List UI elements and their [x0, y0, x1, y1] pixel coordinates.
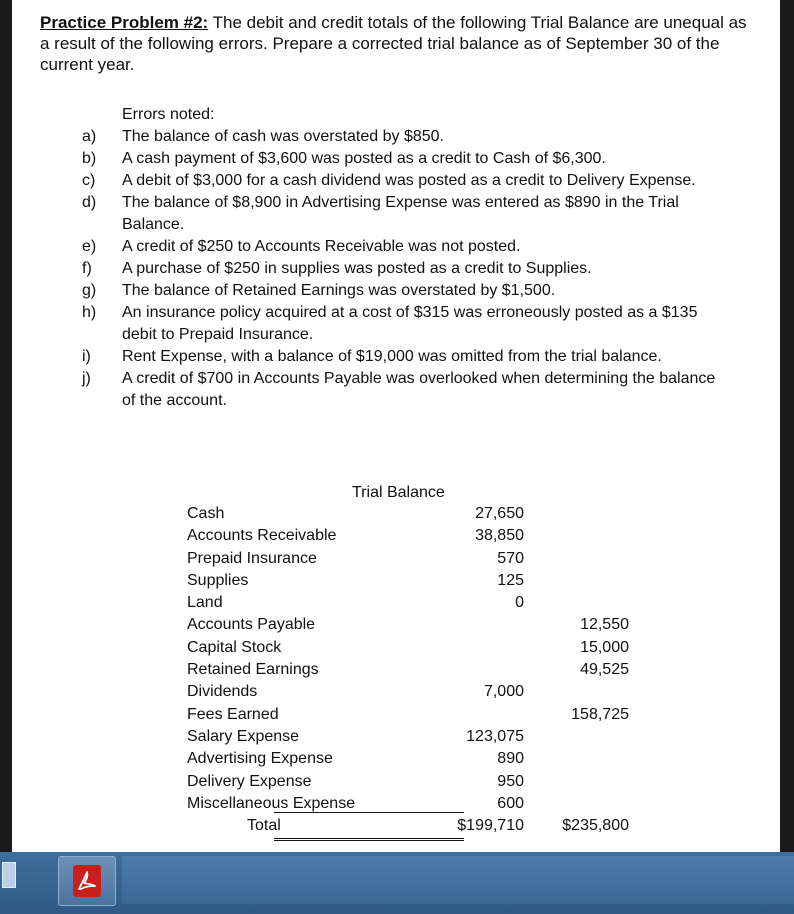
total-row	[187, 817, 647, 839]
problem-statement	[40, 12, 750, 75]
total-label: Total	[247, 817, 281, 835]
error-letter: g)	[82, 282, 97, 299]
credit-amount: 12,550	[580, 616, 629, 634]
table-row	[187, 728, 647, 750]
debit-amount: 0	[515, 594, 524, 612]
table-row	[187, 527, 647, 549]
error-item	[82, 148, 732, 170]
table-row	[187, 594, 647, 616]
error-item	[82, 192, 732, 236]
taskbar-pdf-button[interactable]	[58, 856, 116, 906]
show-desktop-button[interactable]	[2, 862, 16, 888]
error-item	[82, 258, 732, 280]
error-letter: a)	[82, 128, 97, 145]
error-text: A credit of $700 in Accounts Payable was overlooked when determining the balance of the account.	[122, 370, 716, 409]
debit-amount: 890	[497, 750, 524, 768]
error-text: A credit of $250 to Accounts Receivable was not posted.	[122, 238, 521, 255]
problem-text: The debit and credit totals of the following Trial Balance are unequal as a result of the following errors. Prepare a corrected trial balance as of September 30 of the current year.	[40, 13, 747, 74]
debit-amount: 125	[497, 571, 524, 589]
error-text: Rent Expense, with a balance of $19,000 was omitted from the trial balance.	[122, 348, 662, 365]
table-row	[187, 706, 647, 728]
account-name: Land	[187, 594, 223, 612]
account-name: Cash	[187, 505, 225, 522]
errors-list	[82, 104, 732, 412]
error-item	[82, 126, 732, 148]
table-row	[187, 661, 647, 683]
error-text: The balance of Retained Earnings was overstated by $1,500.	[122, 282, 556, 299]
trial-balance-table	[187, 505, 647, 839]
total-double-rule	[274, 838, 464, 841]
account-name: Salary Expense	[187, 727, 300, 745]
error-item	[82, 170, 732, 192]
debit-amount: 600	[497, 794, 524, 812]
table-row	[187, 683, 647, 705]
table-row	[187, 773, 647, 795]
total-debit: $199,710	[457, 817, 524, 835]
errors-heading: Errors noted:	[122, 106, 215, 123]
table-row	[187, 572, 647, 594]
problem-title: Practice Problem #2:	[40, 13, 209, 32]
error-item	[82, 236, 732, 258]
error-item	[82, 368, 732, 412]
error-item	[82, 346, 732, 368]
debit-amount: 950	[497, 772, 524, 790]
account-name: Prepaid Insurance	[187, 549, 317, 567]
error-letter: b)	[82, 150, 97, 167]
error-text: The balance of cash was overstated by $850.	[122, 128, 444, 145]
error-text: A cash payment of $3,600 was posted as a credit to Cash of $6,300.	[122, 150, 606, 167]
error-text: A debit of $3,000 for a cash dividend was posted as a credit to Delivery Expense.	[122, 172, 696, 189]
table-row	[187, 550, 647, 572]
credit-amount: 49,525	[580, 661, 629, 679]
table-row	[187, 505, 647, 527]
error-letter: i)	[82, 348, 91, 365]
document-page	[12, 0, 780, 852]
error-letter: h)	[82, 304, 97, 321]
account-name: Advertising Expense	[187, 750, 333, 768]
error-letter: e)	[82, 238, 97, 255]
error-letter: d)	[82, 194, 97, 211]
account-name: Accounts Payable	[187, 616, 316, 634]
debit-amount: 123,075	[466, 727, 524, 745]
taskbar-empty-area	[122, 856, 794, 904]
credit-amount: 15,000	[580, 638, 629, 656]
trial-balance-heading: Trial Balance	[352, 484, 445, 501]
table-row	[187, 616, 647, 638]
account-name: Capital Stock	[187, 638, 282, 656]
table-row	[187, 750, 647, 772]
table-row	[187, 795, 647, 817]
total-credit: $235,800	[562, 817, 629, 835]
account-name: Retained Earnings	[187, 661, 319, 679]
debit-amount: 27,650	[475, 505, 524, 522]
error-text: An insurance policy acquired at a cost of $315 was erroneously posted as a $135 debit to Prepaid Insurance.	[122, 304, 698, 343]
error-letter: f)	[82, 260, 92, 277]
credit-amount: 158,725	[571, 705, 629, 723]
account-name: Dividends	[187, 683, 258, 701]
debit-amount: 38,850	[475, 527, 524, 545]
error-item	[82, 302, 732, 346]
table-row	[187, 639, 647, 661]
error-letter: j)	[82, 370, 91, 387]
adobe-reader-icon	[73, 865, 101, 897]
debit-amount: 570	[497, 549, 524, 567]
error-item	[82, 280, 732, 302]
taskbar	[0, 852, 794, 914]
error-letter: c)	[82, 172, 96, 189]
account-name: Miscellaneous Expense	[187, 794, 356, 812]
account-name: Delivery Expense	[187, 772, 312, 790]
account-name: Supplies	[187, 571, 249, 589]
debit-amount: 7,000	[483, 683, 524, 701]
subtotal-rule	[274, 812, 464, 813]
account-name: Accounts Receivable	[187, 527, 337, 545]
account-name: Fees Earned	[187, 705, 279, 723]
error-text: A purchase of $250 in supplies was posted as a credit to Supplies.	[122, 260, 592, 277]
error-text: The balance of $8,900 in Advertising Expense was entered as $890 in the Trial Balance.	[122, 194, 679, 233]
